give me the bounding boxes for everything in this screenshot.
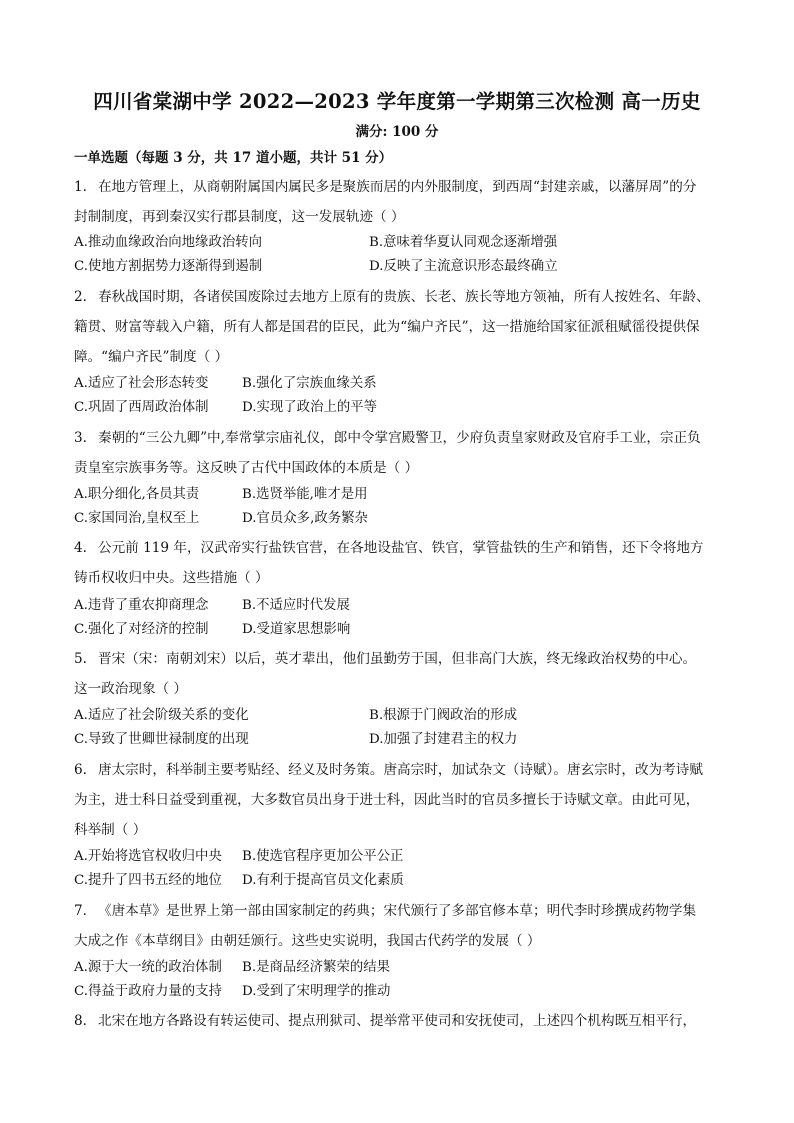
option-c[interactable]: C.导致了世卿世禄制度的出现 bbox=[74, 732, 249, 747]
question-text-line: 为主，进士科日益受到重视，大多数官员出身于进士科，因此当时的官员多擅长于诗赋文章。由此可见， bbox=[74, 792, 700, 808]
score-label: 满分: 100 分 bbox=[355, 124, 439, 140]
question-text-line: 唐太宗时，科举制主要考贴经、经义及时务策。唐高宗时，加试杂文（诗赋）。唐玄宗时，改为考诗赋 bbox=[98, 762, 703, 778]
option-a[interactable]: A.适应了社会阶级关系的变化 bbox=[74, 708, 249, 723]
question-number: 2. bbox=[74, 289, 87, 305]
question-text-line: 公元前 119 年，汉武帝实行盐铁官营，在各地设盐官、铁官，掌管盐铁的生产和销售，还下令将地方 bbox=[98, 540, 704, 556]
question-text-line: 秦朝的“三公九卿”中,奉常掌宗庙礼仪，郎中令掌宫殿警卫，少府负责皇家财政及官府手工业，宗正负 bbox=[98, 430, 701, 446]
question-5-stem bbox=[74, 644, 722, 704]
option-b[interactable]: B.根源于门阀政治的形成 bbox=[369, 708, 518, 723]
option-d[interactable]: D.加强了封建君主的权力 bbox=[369, 732, 518, 747]
question-1-stem bbox=[74, 172, 722, 232]
option-b[interactable]: B.选贤举能,唯才是用 bbox=[242, 487, 368, 502]
question-number: 1. bbox=[74, 179, 87, 195]
question-4-stem bbox=[74, 533, 722, 593]
option-c[interactable]: C.家国同治,皇权至上 bbox=[74, 511, 200, 526]
question-text-line: 铸币权收归中央。这些措施（ ） bbox=[74, 570, 269, 586]
question-text-line: 障。“编户齐民”制度（ ） bbox=[74, 349, 229, 365]
question-text-line: 在地方管理上，从商朝附属国内属民多是聚族而居的内外服制度，到西周“封建亲戚，以藩屏周”的分 bbox=[98, 179, 697, 195]
option-d[interactable]: D.官员众多,政务繁杂 bbox=[242, 511, 368, 526]
option-b[interactable]: B.不适应时代发展 bbox=[242, 598, 350, 613]
option-b[interactable]: B.是商品经济繁荣的结果 bbox=[242, 960, 391, 975]
option-a[interactable]: A.开始将选官权收归中央 bbox=[74, 849, 222, 864]
question-number: 4. bbox=[74, 540, 87, 556]
option-d[interactable]: D.受到了宋明理学的推动 bbox=[242, 984, 391, 999]
question-text-line: 籍贯、财富等载入户籍，所有人都是国君的臣民，此为“编户齐民”，这一措施给国家征派租赋徭役提供保 bbox=[74, 319, 700, 335]
question-number: 7. bbox=[74, 903, 87, 919]
question-8-stem bbox=[74, 1006, 722, 1036]
question-text-line: 责皇室宗族事务等。这反映了古代中国政体的本质是（ ） bbox=[74, 460, 419, 476]
option-b[interactable]: B.意味着华夏认同观念逐渐增强 bbox=[369, 235, 558, 250]
question-3-stem bbox=[74, 423, 722, 483]
option-d[interactable]: D.有利于提高官员文化素质 bbox=[242, 873, 404, 888]
question-number: 3. bbox=[74, 430, 87, 446]
question-text-line: 这一政治现象（ ） bbox=[74, 681, 188, 697]
question-text-line: 春秋战国时期，各诸侯国废除过去地方上原有的贵族、长老、族长等地方领袖，所有人按姓名、年龄、 bbox=[98, 289, 710, 305]
option-c[interactable]: C.使地方割据势力逐渐得到遏制 bbox=[74, 259, 263, 274]
option-d[interactable]: D.实现了政治上的平等 bbox=[242, 400, 378, 415]
option-b[interactable]: B.使选官程序更加公平公正 bbox=[242, 849, 404, 864]
option-a[interactable]: A.违背了重农抑商理念 bbox=[74, 598, 209, 613]
option-c[interactable]: C.提升了四书五经的地位 bbox=[74, 873, 222, 888]
option-a[interactable]: A.推动血缘政治向地缘政治转向 bbox=[74, 235, 263, 250]
question-number: 6. bbox=[74, 762, 87, 778]
question-text-line: 晋宋（宋：南朝刘宋）以后，英才辈出，他们虽勤劳于国，但非高门大族，终无缘政治权势的中心。 bbox=[98, 651, 697, 667]
question-text-line: 科举制（ ） bbox=[74, 822, 147, 838]
option-d[interactable]: D.受道家思想影响 bbox=[242, 622, 351, 637]
option-c[interactable]: C.强化了对经济的控制 bbox=[74, 622, 209, 637]
question-2-stem bbox=[74, 282, 722, 372]
question-text-line: 北宋在地方各路设有转运使司、提点刑狱司、提举常平使司和安抚使司，上述四个机构既互相平行， bbox=[98, 1013, 697, 1029]
question-6-stem bbox=[74, 755, 722, 845]
option-a[interactable]: A.适应了社会形态转变 bbox=[74, 376, 209, 391]
option-a[interactable]: A.职分细化,各员其责 bbox=[74, 487, 200, 502]
question-number: 5. bbox=[74, 651, 87, 667]
option-b[interactable]: B.强化了宗族血缘关系 bbox=[242, 376, 377, 391]
section-heading: 一单选题（每题 3 分，共 17 道小题，共计 51 分） bbox=[74, 150, 393, 166]
question-text-line: 《唐本草》是世界上第一部由国家制定的药典；宋代颁行了多部官修本草；明代李时珍撰成药物学集 bbox=[98, 903, 697, 919]
option-c[interactable]: C.得益于政府力量的支持 bbox=[74, 984, 222, 999]
question-text-line: 大成之作《本草纲目》由朝廷颁行。这些史实说明，我国古代药学的发展（ ） bbox=[74, 933, 541, 949]
question-7-stem bbox=[74, 896, 722, 956]
option-c[interactable]: C.巩固了西周政治体制 bbox=[74, 400, 209, 415]
option-d[interactable]: D.反映了主流意识形态最终确立 bbox=[369, 259, 558, 274]
exam-title: 四川省棠湖中学 2022—2023 学年度第一学期第三次检测 高一历史 bbox=[93, 90, 701, 113]
question-number: 8. bbox=[74, 1013, 87, 1029]
option-a[interactable]: A.源于大一统的政治体制 bbox=[74, 960, 222, 975]
question-text-line: 封制制度，再到秦汉实行郡县制度，这一发展轨迹（ ） bbox=[74, 209, 405, 225]
